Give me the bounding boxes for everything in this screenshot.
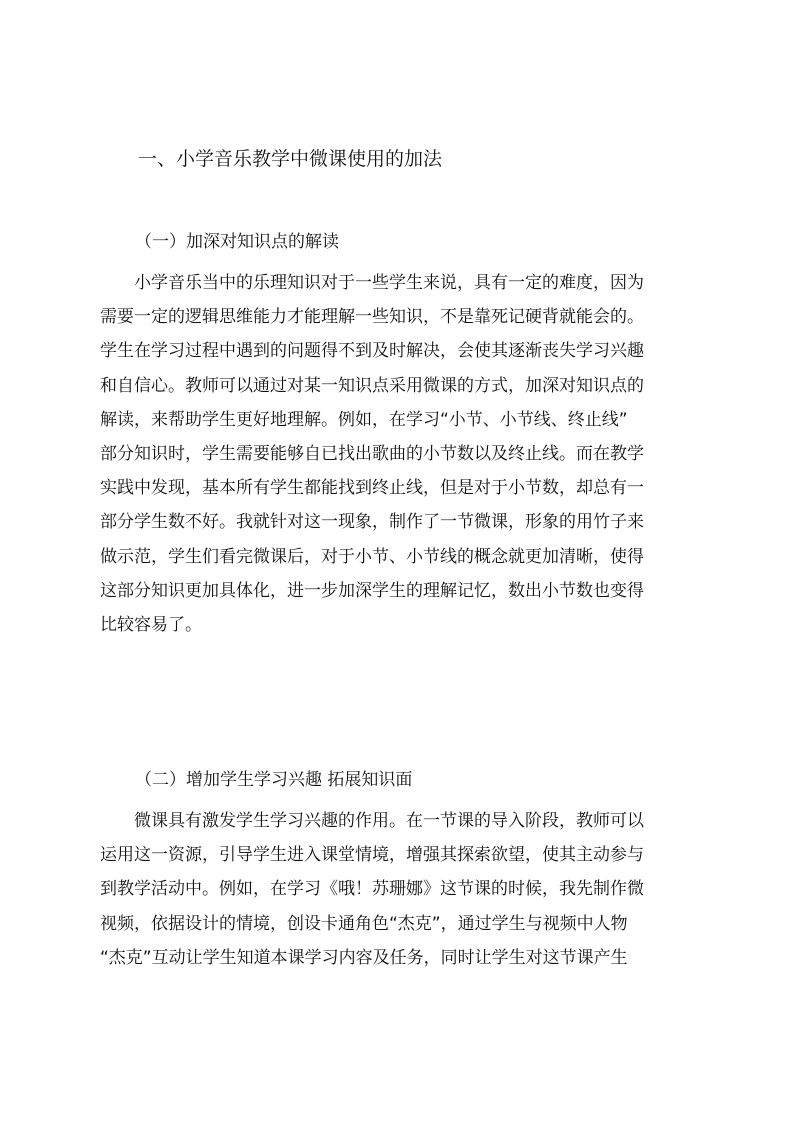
paragraph-line: 部分知识时，学生需要能够自已找出歌曲的小节数以及终止线。而在教学 [100, 443, 644, 464]
paragraph-line: 比较容易了。 [100, 614, 202, 635]
paragraph-line: 视频，依据设计的情境，创设卡通角色“杰克”，通过学生与视频中人物 [100, 913, 628, 934]
paragraph-line: 实践中发现，基本所有学生都能找到终止线，但是对于小节数，却总有一 [100, 478, 644, 499]
paragraph-line: 这部分知识更加具体化，进一步加深学生的理解记忆，数出小节数也变得 [100, 580, 644, 601]
paragraph-line: 运用这一资源，引导学生进入课堂情境，增强其探索欲望，使其主动参与 [100, 845, 644, 866]
paragraph-line: 小学音乐当中的乐理知识对于一些学生来说，具有一定的难度，因为 [100, 273, 644, 293]
paragraph-line: 解读，来帮助学生更好地理解。例如，在学习“小节、小节线、终止线” [100, 409, 628, 430]
subsection-title-1: （一）加深对知识点的解读 [135, 232, 339, 252]
paragraph-line: 部分学生数不好。我就针对这一现象，制作了一节微课，形象的用竹子来 [100, 512, 644, 533]
paragraph-line: 需要一定的逻辑思维能力才能理解一些知识，不是靠死记硬背就能会的。 [100, 307, 644, 328]
paragraph-line: 和自信心。教师可以通过对某一知识点采用微课的方式，加深对知识点的 [100, 375, 644, 396]
paragraph-line: 学生在学习过程中遇到的问题得不到及时解决，会使其逐渐丧失学习兴趣 [100, 341, 644, 362]
paragraph-line: 到教学活动中。例如，在学习《哦！苏珊娜》这节课的时候，我先制作微 [100, 879, 644, 900]
paragraph-line: “杰克”互动让学生知道本课学习内容及任务，同时让学生对这节课产生 [100, 947, 628, 968]
section-heading: 一、小学音乐教学中微课使用的加法 [138, 148, 443, 170]
paragraph-line: 微课具有激发学生学习兴趣的作用。在一节课的导入阶段，教师可以 [100, 811, 644, 831]
paragraph-1 [100, 266, 720, 642]
paragraph-line: 做示范，学生们看完微课后，对于小节、小节线的概念就更加清晰，使得 [100, 546, 644, 567]
paragraph-2 [100, 804, 720, 975]
subsection-title-2: （二）增加学生学习兴趣 拓展知识面 [135, 770, 413, 790]
